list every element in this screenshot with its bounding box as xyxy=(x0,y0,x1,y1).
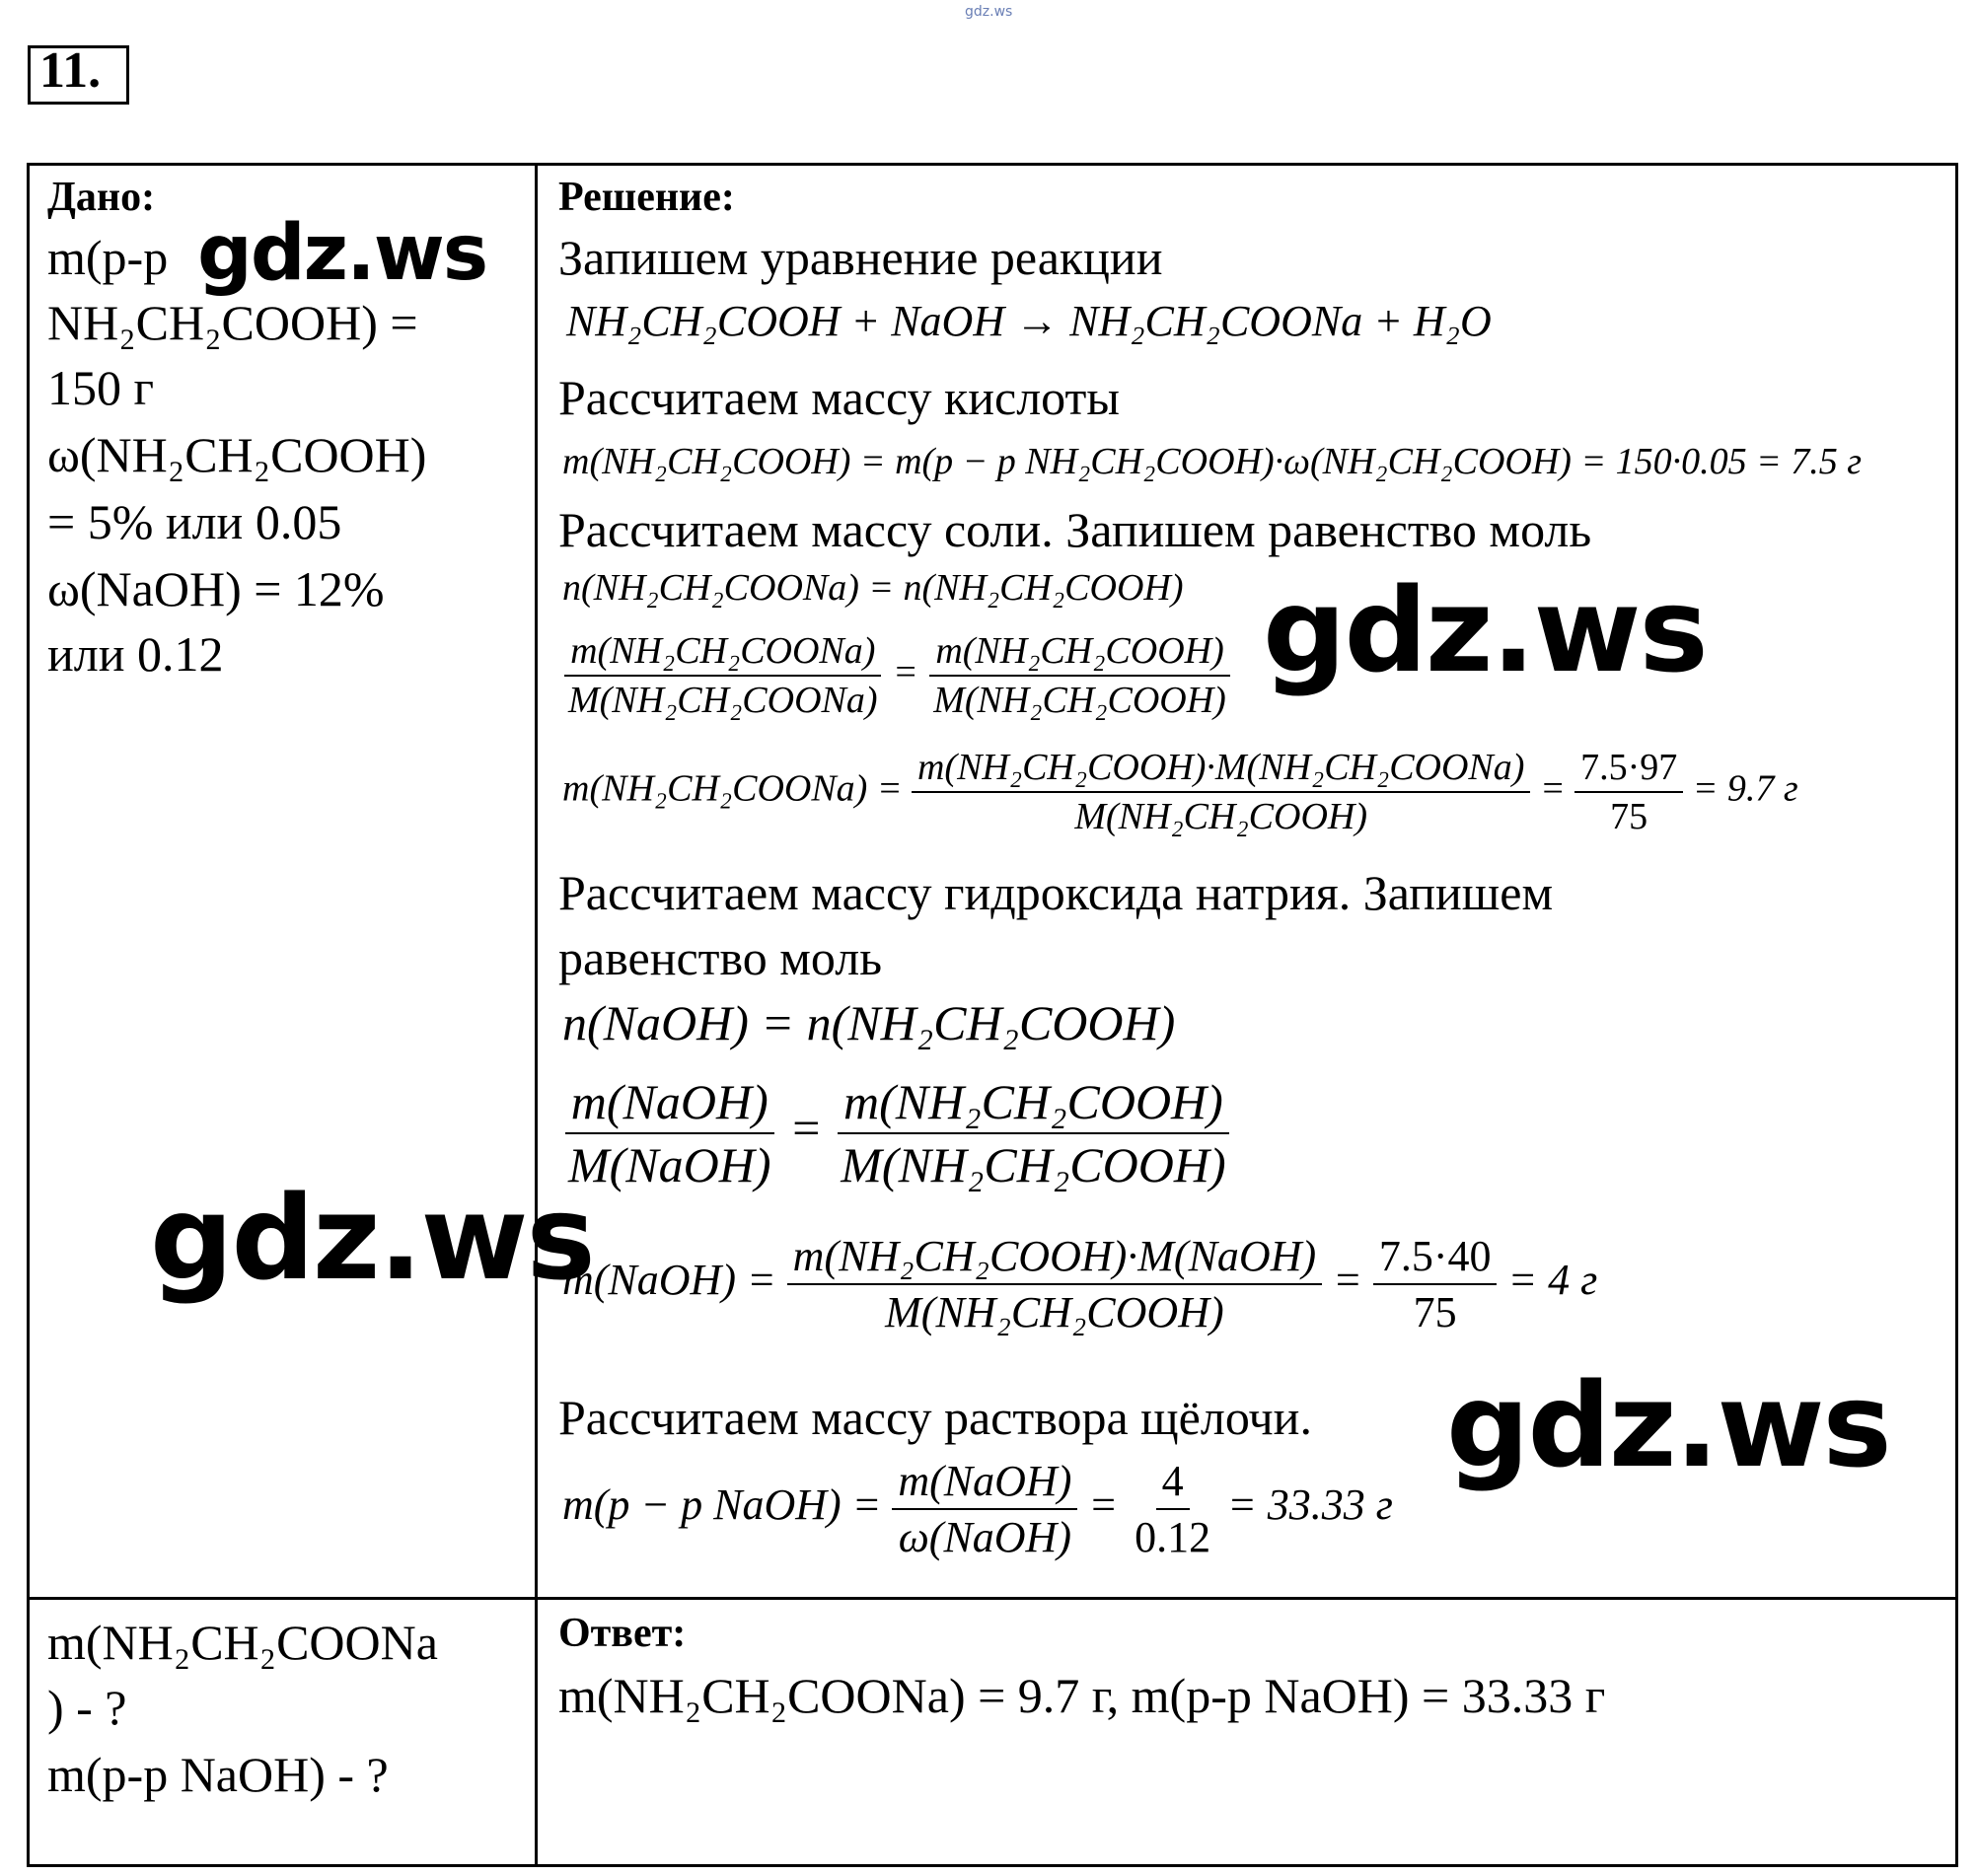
given-line-6: ω(NaOH) = 12% xyxy=(47,561,385,616)
salt-ratio-left-den: M(NH₂CH₂COONa) xyxy=(568,680,878,721)
solution-calc-num: m(NaOH) xyxy=(892,1456,1077,1510)
naoh-mass-calc: m(NaOH) = $\frac{\text{m(NH₂CH₂COOH)·M(NaOH)}}{\text{M(NH₂CH₂COOH)}}$ = $\frac{7.5\cdot 40}{75}$ = 4 г xyxy=(562,1232,1598,1336)
naoh-ratio-right-num: m(NH₂CH₂COOH) xyxy=(838,1073,1229,1134)
task-number: 11. xyxy=(39,42,102,99)
naoh-calc-val-den: 75 xyxy=(1413,1288,1457,1336)
acid-mass-formula: m(NH₂CH₂COOH) = m(р − р NH₂CH₂COOH)·ω(NH₂CH₂COOH) = 150·0.05 = 7.5 г xyxy=(562,441,1863,482)
watermark-3: gdz.ws xyxy=(150,1170,594,1306)
naoh-calc-num: m(NH₂CH₂COOH)·M(NaOH) xyxy=(787,1231,1322,1285)
salt-ratio-right-den: M(NH₂CH₂COOH) xyxy=(933,680,1226,721)
given-line-5: = 5% или 0.05 xyxy=(47,494,342,549)
given-line-7: или 0.12 xyxy=(47,626,224,682)
solution-heading: Решение: xyxy=(558,175,735,220)
watermark-2: gdz.ws xyxy=(1263,562,1707,698)
naoh-mol-equality: n(NaOH) = n(NH₂CH₂COOH) xyxy=(562,995,1176,1050)
salt-calc-val-num: 7.5·97 xyxy=(1574,746,1683,793)
find-line-2: ) - ? xyxy=(47,1680,127,1735)
step1-text: Запишем уравнение реакции xyxy=(558,230,1163,285)
step2-text: Рассчитаем массу кислоты xyxy=(558,370,1120,425)
naoh-ratio: $\frac{\text{m(NaOH)}}{\text{M(NaOH)}}$ = $\frac{\text{m(NH₂CH₂COOH)}}{\text{M(NH₂CH₂COOH)}}$ xyxy=(562,1073,1232,1193)
naoh-ratio-left-den: M(NaOH) xyxy=(568,1137,771,1192)
salt-calc-num: m(NH₂CH₂COOH)·M(NH₂CH₂COONa) xyxy=(912,746,1530,793)
reaction-equation: NH₂CH₂COOH + NaOH → NH₂CH₂COONa + H₂O xyxy=(566,297,1492,345)
naoh-calc-lhs: m(NaOH) = xyxy=(562,1256,776,1305)
column-divider xyxy=(535,163,538,1867)
naoh-ratio-left-num: m(NaOH) xyxy=(565,1073,774,1134)
given-line-3: 150 г xyxy=(47,360,155,415)
salt-ratio-left-num: m(NH₂CH₂COONa) xyxy=(564,629,881,677)
given-line-2: NH₂CH₂COOH) = xyxy=(47,295,418,350)
step5-text: Рассчитаем массу раствора щёлочи. xyxy=(558,1390,1312,1445)
given-line-4: ω(NH₂CH₂COOH) xyxy=(47,427,427,482)
step4-text-1: Рассчитаем массу гидроксида натрия. Запишем xyxy=(558,865,1554,920)
naoh-calc-den: M(NH₂CH₂COOH) xyxy=(885,1288,1224,1336)
salt-ratio-right-num: m(NH₂CH₂COOH) xyxy=(929,629,1229,677)
salt-mass-calc: m(NH₂CH₂COONa) = $\frac{\text{m(NH₂CH₂COOH)·M(NH₂CH₂COONa)}}{\text{M(NH₂CH₂COOH)}}$ = $\frac{7.5\cdot 97}{75}$ = 9.7 г xyxy=(562,747,1798,837)
salt-calc-result: = 9.7 г xyxy=(1692,767,1798,810)
find-line-3: m(р-р NaOH) - ? xyxy=(47,1747,389,1802)
solution-calc-val-den: 0.12 xyxy=(1135,1513,1211,1561)
salt-calc-den: M(NH₂CH₂COOH) xyxy=(1074,796,1368,837)
naoh-calc-val-num: 7.5·40 xyxy=(1373,1231,1498,1285)
solution-calc-val-num: 4 xyxy=(1156,1456,1190,1510)
watermark-1: gdz.ws xyxy=(197,209,487,298)
salt-calc-lhs: m(NH₂CH₂COONa) = xyxy=(562,767,903,810)
solution-mass-calc: m(р − р NaOH) = $\frac{\text{m(NaOH)}}{\text{ω(NaOH)}}$ = $\frac{4}{0.12}$ = 33.33 г xyxy=(562,1457,1393,1561)
answer-text: m(NH₂CH₂COONa) = 9.7 г, m(р-р NaOH) = 33.33 г xyxy=(558,1668,1606,1723)
solution-calc-result: = 33.33 г xyxy=(1227,1480,1393,1530)
answer-heading: Ответ: xyxy=(558,1611,687,1656)
site-tag: gdz.ws xyxy=(965,4,1013,20)
naoh-calc-result: = 4 г xyxy=(1507,1256,1598,1305)
row-divider xyxy=(27,1597,1958,1600)
step3-text: Рассчитаем массу соли. Запишем равенство моль xyxy=(558,502,1592,557)
find-line-1: m(NH₂CH₂COONa xyxy=(47,1615,438,1670)
step4-text-2: равенство моль xyxy=(558,930,883,985)
watermark-4: gdz.ws xyxy=(1446,1357,1890,1493)
given-heading: Дано: xyxy=(47,175,156,220)
salt-mol-equality: n(NH₂CH₂COONa) = n(NH₂CH₂COOH) xyxy=(562,567,1184,609)
solution-calc-lhs: m(р − р NaOH) = xyxy=(562,1480,882,1530)
given-line-1: m(р-р xyxy=(47,230,169,285)
solution-calc-den: ω(NaOH) xyxy=(898,1513,1071,1561)
salt-ratio: $\frac{\text{m(NH₂CH₂COONa)}}{\text{M(NH₂CH₂COONa)}}$ = $\frac{\text{m(NH₂CH₂COOH)}}{\text{M(NH₂CH₂COOH)}}$ xyxy=(562,629,1232,722)
naoh-ratio-right-den: M(NH₂CH₂COOH) xyxy=(841,1137,1226,1192)
salt-calc-val-den: 75 xyxy=(1610,796,1648,837)
